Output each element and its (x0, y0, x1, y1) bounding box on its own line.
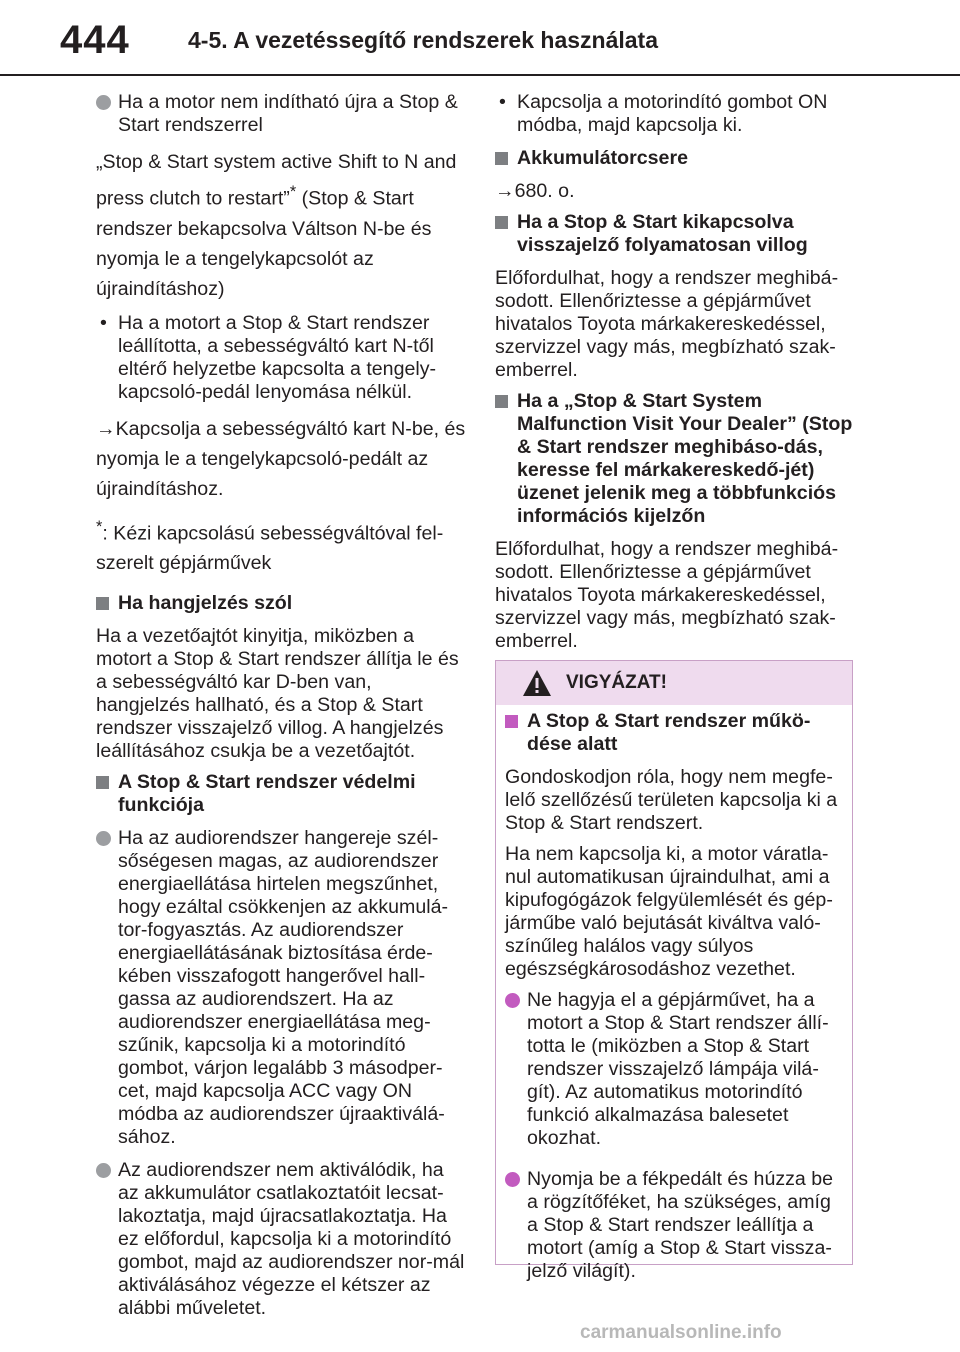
heading-text: A Stop & Start rendszer védelmi funkciója (118, 771, 416, 817)
footnote-marker: * (96, 517, 103, 536)
sub-item (495, 91, 855, 137)
caution-body (505, 710, 841, 1293)
bullet-dot-icon (96, 831, 111, 846)
square-bullet-icon (505, 715, 518, 728)
paragraph: Ha a vezetőajtót kinyitja, miközben a motort a Stop & Start rendszer állítja le és a sebességváltó kar D-ben van, hangjelzés hallható, és a Stop & Start rendszer visszajelző villog. A hangjelzés leállításához csukja be a vezetőajtót. (96, 625, 459, 763)
square-bullet-icon (495, 152, 508, 165)
sub-bullet-icon: • (499, 91, 506, 113)
bullet-text: Nyomja be a fékpedált és húzza be a rögzítőféket, ha szükséges, amíg a Stop & Start rendszer leállítja a motort (amíg a Stop & Start vissza-jelző világít). (527, 1168, 834, 1282)
square-bullet-icon (96, 597, 109, 610)
watermark: carmanualsonline.info (580, 1322, 782, 1343)
bullet-item (96, 91, 468, 137)
section-heading (96, 771, 468, 817)
right-column (495, 91, 855, 661)
bullet-dot-icon (96, 1163, 111, 1178)
heading-text: Ha a „Stop & Start System Malfunction Visit Your Dealer” (Stop & Start rendszer meghibáso-dás, keresse fel márkakereskedő-jét) üzenet jelenik meg a többfunkciós információs kijelzőn (517, 390, 853, 527)
bullet-dot-icon (96, 95, 111, 110)
left-column (96, 91, 468, 1330)
heading-text: A Stop & Start rendszer műkö-dése alatt (527, 710, 811, 755)
message-translation: (Stop & Start rendszer bekapcsolva Váltson N-be és nyomja le a tengelykapcsolót az újraindításhoz) (96, 187, 432, 300)
paragraph: Előfordulhat, hogy a rendszer meghibá-sodott. Ellenőriztesse a gépjárművet hivatalos Toyota márkakereskedéssel, szervizzel vagy más, megbízható szak-emberrel. (495, 267, 839, 381)
bullet-text: Ha a motor nem indítható újra a Stop & Start rendszerrel (118, 91, 458, 136)
square-bullet-icon (96, 776, 109, 789)
heading-text: Ha a Stop & Start kikapcsolva visszajelző folyamatosan villog (517, 211, 808, 256)
page-reference: →680. o. (495, 180, 575, 202)
bullet-text: Ha az audiorendszer hangereje szél-sőségesen magas, az audiorendszer energiaellátása hirtelen megszűnhet, hogy ezáltal csökkenjen az akkumulá-tor-fogyasztás. Az audiorendszer energiaellátásának biztosítása érde-kében visszafogott hangerővel hall-gassa az audiorendszert. Ha az audiorendszer energiaellátása meg-szűnik, kapcsolja ki a motorindító gombot, várjon legalább 3 másodper-cet, majd kapcsolja ACC vagy ON módba az audiorendszer újraaktiválá-sához. (118, 827, 449, 1149)
square-bullet-icon (495, 216, 508, 229)
message-quote: „Stop & Start system active Shift to N and press clutch to restart” (96, 151, 457, 210)
bullet-dot-icon (505, 993, 520, 1008)
section-heading (96, 592, 468, 615)
heading-text: Ha hangjelzés szól (118, 592, 293, 615)
sub-bullet-icon: • (100, 311, 107, 334)
sub-item (96, 312, 468, 404)
warning-triangle-icon (522, 669, 552, 697)
caution-bullet (505, 989, 841, 1150)
sub-item-text: Ha a motort a Stop & Start rendszer leállította, a sebességváltó kart N-től eltérő helyzetbe kapcsolta a tengely-kapcsoló-pedál lenyomása nélkül. (118, 311, 437, 403)
caution-header (496, 661, 852, 705)
heading-text: Akkumulátorcsere (517, 147, 688, 169)
section-heading (495, 390, 855, 528)
page-header (0, 0, 960, 76)
square-bullet-icon (495, 395, 508, 408)
footnote (96, 512, 468, 579)
arrow-instruction: →Kapcsolja a sebességváltó kart N-be, és nyomja le a tengelykapcsoló-pedált az újraindításhoz. (96, 417, 466, 500)
caution-bullet (505, 1168, 841, 1283)
bullet-item (96, 1159, 468, 1320)
bullet-text: Az audiorendszer nem aktiválódik, ha az akkumulátor csatlakoztatóit lecsat-lakoztatja, majd újracsatlakoztatja. Ha ez előfordul, kapcsolja ki a motorindító gombot, majd az audiorendszer nor-mál aktiválásához végezze el kétszer az alábbi műveletet. (118, 1159, 465, 1320)
sub-item-text: Kapcsolja a motorindító gombot ON módba, majd kapcsolja ki. (517, 91, 828, 136)
header-divider (0, 74, 960, 76)
page-number: 444 (60, 18, 130, 62)
footnote-text: : Kézi kapcsolású sebességváltóval fel-szerelt gépjárművek (96, 522, 444, 575)
bullet-dot-icon (505, 1172, 520, 1187)
caution-title: VIGYÁZAT! (566, 672, 667, 693)
caution-paragraph: Ha nem kapcsolja ki, a motor váratla-nul automatikusan újraindulhat, ami a kipufogógázok felgyülemlését és gép-járműbe való bejutását kiváltva való-színűleg halálos vagy súlyos egészségkárosodáshoz vezethet. (505, 843, 833, 980)
bullet-text: Ne hagyja el a gépjárművet, ha a motort a Stop & Start rendszer állí-totta le (miközben a Stop & Start rendszer visszajelző lámpája vilá-gít). Az automatikus motorindító funkció alkalmazása balesetet okozhat. (527, 989, 829, 1149)
caution-box (495, 660, 853, 1282)
chapter-title: 4-5. A vezetéssegítő rendszerek használata (188, 27, 659, 53)
section-heading (495, 211, 855, 257)
bullet-item (96, 827, 468, 1149)
caution-paragraph: Gondoskodjon róla, hogy nem megfe-lelő szellőzésű területen kapcsolja ki a Stop & Start rendszert. (505, 766, 838, 834)
section-heading (495, 147, 855, 170)
footnote-marker: * (289, 183, 297, 201)
paragraph: Előfordulhat, hogy a rendszer meghibá-sodott. Ellenőriztesse a gépjárművet hivatalos Toyota márkakereskedéssel, szervizzel vagy más, megbízható szak-emberrel. (495, 538, 839, 652)
caution-heading (505, 710, 841, 756)
message-text (96, 147, 468, 304)
